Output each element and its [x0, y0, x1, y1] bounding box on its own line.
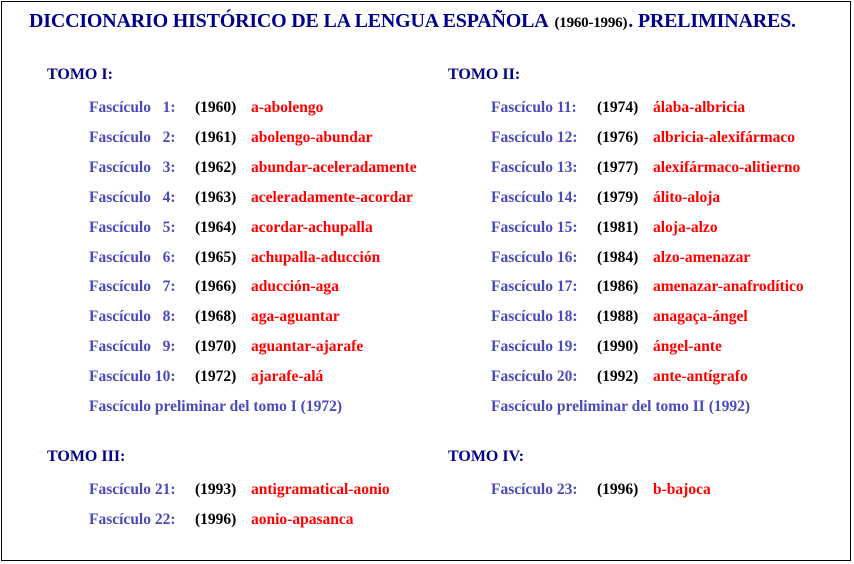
tomo-iii-heading: TOMO III: [47, 448, 126, 465]
fasciculo-label: Fascículo 18: [491, 308, 578, 326]
page-title [29, 10, 796, 33]
fasciculo-label: Fascículo 23: [491, 481, 578, 498]
fasciculo-year: (1996) [597, 481, 639, 498]
fasciculo-year: (1986) [597, 278, 639, 296]
fasciculo-range: alzo-amenazar [653, 248, 751, 266]
title-suffix: . PRELIMINARES. [628, 10, 796, 32]
fasciculo-label: Fascículo 17: [491, 278, 578, 296]
fasciculo-year: (1972) [195, 368, 237, 386]
fasciculo-range: álito-aloja [653, 188, 721, 206]
fasciculo-range: aonio-apasanca [251, 510, 354, 528]
tomo-i-heading: TOMO I: [47, 66, 113, 83]
fasciculo-year: (1979) [597, 188, 639, 206]
fasciculo-year: (1965) [195, 248, 237, 266]
tomo-ii-heading: TOMO II: [448, 66, 521, 83]
fasciculo-range: antigramatical-aonio [251, 481, 390, 498]
fasciculo-range: a-abolengo [251, 99, 324, 116]
fasciculo-range: achupalla-aducción [251, 248, 381, 266]
fasciculo-year: (1963) [195, 188, 237, 206]
title-main: DICCIONARIO HISTÓRICO DE LA LENGUA ESPAÑOLA [29, 10, 549, 32]
fasciculo-range: anagaça-ángel [653, 308, 748, 326]
fasciculo-range: aga-aguantar [251, 308, 340, 326]
fasciculo-range: alexifármaco-alitierno [653, 158, 801, 176]
fasciculo-range: abolengo-abundar [251, 128, 373, 146]
fasciculo-label: Fascículo 3: [89, 158, 176, 176]
fasciculo-label: Fascículo 2: [89, 128, 176, 146]
fasciculo-label: Fascículo 13: [491, 158, 578, 176]
fasciculo-preliminar: Fascículo preliminar del tomo I (1972) [89, 398, 343, 415]
fasciculo-range: aloja-alzo [653, 218, 718, 236]
fasciculo-range: aducción-aga [251, 278, 339, 296]
fasciculo-label: Fascículo 22: [89, 510, 176, 528]
fasciculo-year: (1993) [195, 481, 237, 498]
fasciculo-year: (1964) [195, 218, 237, 236]
fasciculo-range: amenazar-anafrodítico [653, 278, 804, 296]
fasciculo-year: (1968) [195, 308, 237, 326]
fasciculo-label: Fascículo 21: [89, 481, 176, 498]
fasciculo-range: abundar-aceleradamente [251, 158, 417, 176]
document-frame [1, 1, 851, 561]
fasciculo-year: (1966) [195, 278, 237, 296]
fasciculo-label: Fascículo 19: [491, 338, 578, 356]
fasciculo-preliminar: Fascículo preliminar del tomo II (1992) [491, 398, 751, 415]
fasciculo-range: ajarafe-alá [251, 368, 324, 386]
fasciculo-label: Fascículo 12: [491, 128, 578, 146]
fasciculo-label: Fascículo 16: [491, 248, 578, 266]
fasciculo-range: aguantar-ajarafe [251, 338, 364, 356]
fasciculo-label: Fascículo 20: [491, 368, 578, 386]
fasciculo-range: albricia-alexifármaco [653, 128, 796, 146]
fasciculo-label: Fascículo 11: [491, 99, 577, 116]
fasciculo-year: (1990) [597, 338, 639, 356]
fasciculo-label: Fascículo 9: [89, 338, 176, 356]
fasciculo-year: (1981) [597, 218, 639, 236]
fasciculo-label: Fascículo 7: [89, 278, 176, 296]
fasciculo-year: (1974) [597, 99, 639, 116]
fasciculo-year: (1976) [597, 128, 639, 146]
fasciculo-label: Fascículo 1: [89, 99, 176, 116]
fasciculo-year: (1962) [195, 158, 237, 176]
fasciculo-range: aceleradamente-acordar [251, 188, 413, 206]
fasciculo-label: Fascículo 5: [89, 218, 176, 236]
fasciculo-range: álaba-albricia [653, 99, 746, 116]
fasciculo-label: Fascículo 4: [89, 188, 176, 206]
fasciculo-year: (1988) [597, 308, 639, 326]
tomo-iv-heading: TOMO IV: [448, 448, 525, 465]
fasciculo-label: Fascículo 10: [89, 368, 176, 386]
fasciculo-year: (1961) [195, 128, 237, 146]
fasciculo-label: Fascículo 15: [491, 218, 578, 236]
fasciculo-year: (1977) [597, 158, 639, 176]
fasciculo-range: acordar-achupalla [251, 218, 373, 236]
fasciculo-year: (1996) [195, 510, 237, 528]
title-years: (1960-1996) [554, 15, 628, 31]
fasciculo-label: Fascículo 14: [491, 188, 578, 206]
fasciculo-year: (1984) [597, 248, 639, 266]
fasciculo-label: Fascículo 6: [89, 248, 176, 266]
fasciculo-range: ante-antígrafo [653, 368, 748, 386]
fasciculo-year: (1992) [597, 368, 639, 386]
fasciculo-year: (1970) [195, 338, 237, 356]
fasciculo-year: (1960) [195, 99, 237, 116]
fasciculo-range: b-bajoca [653, 481, 711, 498]
fasciculo-range: ángel-ante [653, 338, 722, 356]
fasciculo-label: Fascículo 8: [89, 308, 176, 326]
